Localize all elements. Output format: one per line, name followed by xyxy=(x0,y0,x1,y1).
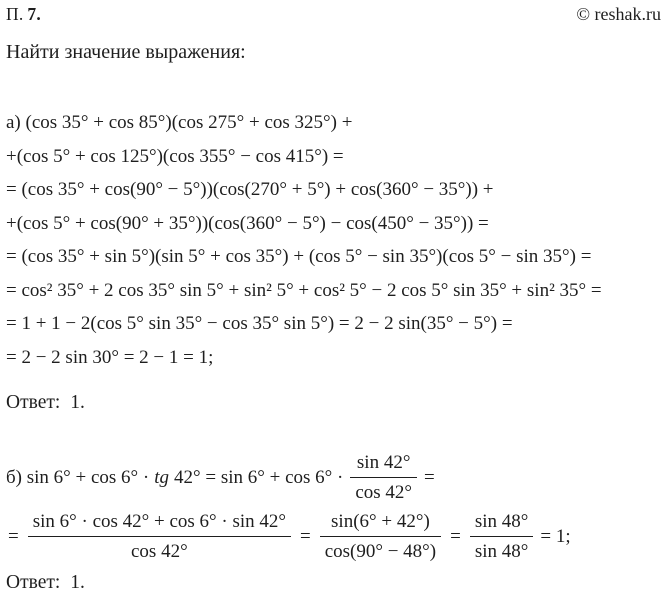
answer-part-b xyxy=(6,570,661,596)
answer-label: Ответ: xyxy=(6,392,61,413)
fraction-numerator: sin 48° xyxy=(470,510,534,537)
fraction-denominator: cos 42° xyxy=(131,541,188,562)
math-segment: = xyxy=(424,466,435,488)
math-line-b2 xyxy=(6,510,661,563)
math-line: +(cos 5° + cos 125°)(cos 355° − cos 415°) = xyxy=(6,145,344,167)
math-segment: = 1; xyxy=(540,525,571,547)
site-watermark: © reshak.ru xyxy=(576,4,661,24)
math-segment: б) sin 6° + cos 6° · xyxy=(6,466,150,488)
page-header xyxy=(6,3,661,25)
answer-part-a xyxy=(6,390,661,416)
fraction xyxy=(320,510,441,563)
part-a-solution xyxy=(6,106,661,374)
fraction-numerator: sin 42° xyxy=(350,451,417,478)
math-line: = 1 + 1 − 2(cos 5° sin 35° − cos 35° sin 5°) = 2 − 2 sin(35° − 5°) = xyxy=(6,313,513,334)
fraction-numerator: sin 6° · cos 42° + cos 6° · sin 42° xyxy=(28,510,291,537)
math-line: +(cos 5° + cos(90° + 35°))(cos(360° − 5°) − cos(450° − 35°)) = xyxy=(6,212,489,234)
fraction-denominator: cos 42° xyxy=(355,482,413,503)
fraction-numerator: sin(6° + 42°) xyxy=(320,510,441,537)
answer-label: Ответ: xyxy=(6,572,61,593)
answer-value: 1. xyxy=(70,392,85,413)
answer-value: 1. xyxy=(70,572,85,593)
fraction xyxy=(350,451,417,504)
fraction xyxy=(28,510,291,563)
math-line: = (cos 35° + cos(90° − 5°))(cos(270° + 5°) + cos(360° − 35°)) + xyxy=(6,179,494,200)
task-prompt: Найти значение выражения: xyxy=(6,41,246,63)
fraction xyxy=(470,510,534,563)
section-heading xyxy=(6,3,41,25)
equals-sign: = xyxy=(299,525,311,547)
equals-sign: = xyxy=(450,525,461,547)
math-line: = (cos 35° + sin 5°)(sin 5° + cos 35°) + (cos 5° − sin 35°)(cos 5° − sin 35°) = xyxy=(6,246,592,267)
section-number: 7. xyxy=(27,4,41,24)
section-label: П. xyxy=(6,4,24,24)
math-line-b1 xyxy=(6,451,661,504)
math-line: = 2 − 2 sin 30° = 2 − 1 = 1; xyxy=(6,346,214,368)
math-line: а) (cos 35° + cos 85°)(cos 275° + cos 325°) + xyxy=(6,112,353,133)
fraction-denominator: cos(90° − 48°) xyxy=(324,541,437,562)
math-line: = cos² 35° + 2 cos 35° sin 5° + sin² 5° + cos² 5° − 2 cos 5° sin 35° + sin² 35° = xyxy=(6,279,602,301)
equals-sign: = xyxy=(8,525,19,547)
tg-function: tg xyxy=(154,466,170,488)
part-b-solution xyxy=(6,451,661,596)
math-segment: 42° = sin 6° + cos 6° · xyxy=(174,466,344,488)
fraction-denominator: sin 48° xyxy=(474,541,529,562)
